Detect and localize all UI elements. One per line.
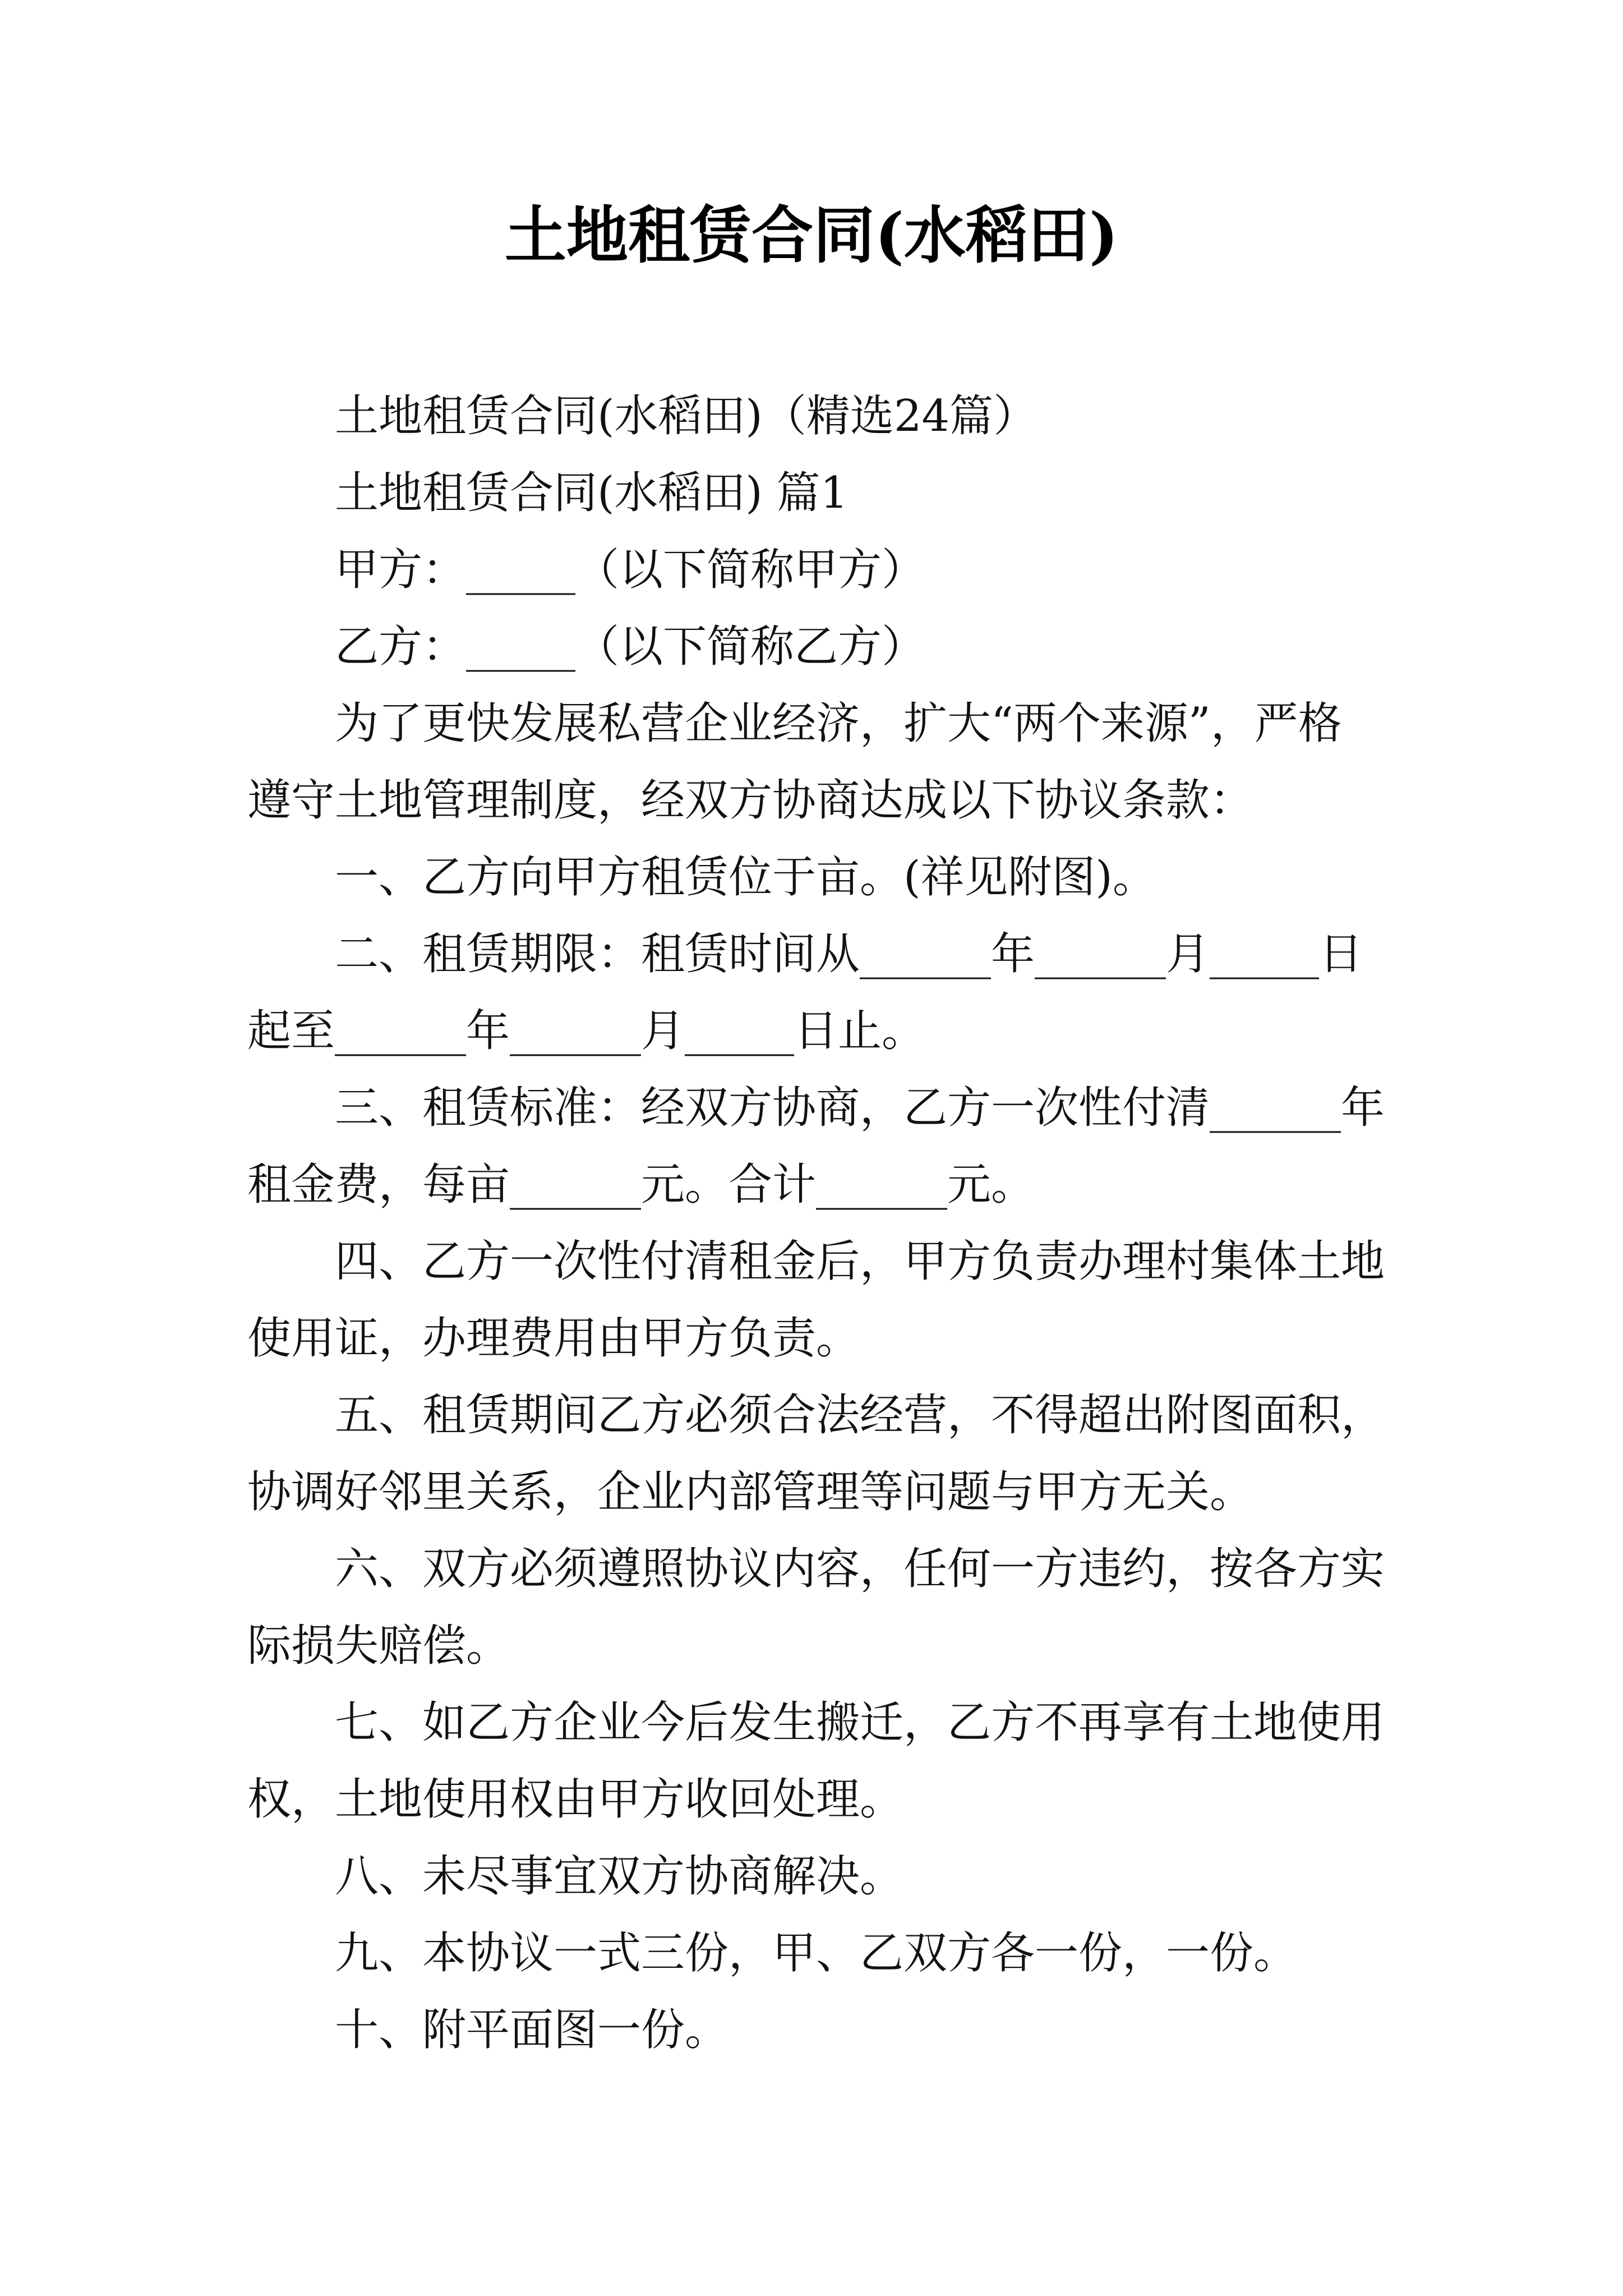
text-line: 为了更快发展私营企业经济，扩大“两个来源”，严格	[335, 698, 1342, 749]
text-line: 使用证，办理费用由甲方负责。	[247, 1313, 860, 1364]
text-line: 三、租赁标准：经双方协商，乙方一次性付清______年	[335, 1083, 1385, 1133]
text-line: 七、如乙方企业今后发生搬迁，乙方不再享有土地使用	[335, 1697, 1385, 1748]
clause-1	[247, 839, 1385, 916]
text-line: 遵守土地管理制度，经双方协商达成以下协议条款：	[247, 775, 1254, 826]
text-line: 土地租赁合同(水稻田) 篇1	[335, 468, 849, 518]
text-line: 二、租赁期限：租赁时间从______年______月_____日	[335, 929, 1363, 979]
party-b-line	[247, 609, 1385, 685]
text-line: 八、未尽事宜双方协商解决。	[335, 1851, 904, 1902]
collection-heading	[247, 378, 1385, 455]
text-line: 租金费，每亩______元。合计______元。	[247, 1159, 1035, 1210]
clause-8	[247, 1838, 1385, 1915]
clause-3	[247, 1070, 1385, 1223]
clause-2	[247, 916, 1385, 1070]
text-line: 起至______年______月_____日止。	[247, 1006, 926, 1056]
text-line: 协调好邻里关系，企业内部管理等问题与甲方无关。	[247, 1467, 1254, 1517]
text-line: 甲方：_____（以下简称甲方）	[335, 545, 926, 595]
party-a-line	[247, 532, 1385, 609]
preamble-paragraph	[247, 685, 1385, 839]
text-line: 际损失赔偿。	[247, 1621, 510, 1671]
text-line: 九、本协议一式三份，甲、乙双方各一份，一份。	[335, 1928, 1298, 1978]
clause-10	[247, 1992, 1385, 2069]
text-line: 一、乙方向甲方租赁位于亩。(祥见附图)。	[335, 852, 1156, 903]
text-line: 四、乙方一次性付清租金后，甲方负责办理村集体土地	[335, 1236, 1385, 1287]
text-line: 权，土地使用权由甲方收回处理。	[247, 1774, 904, 1825]
document-body	[247, 378, 1385, 2069]
text-line: 十、附平面图一份。	[335, 2005, 729, 2055]
clause-9	[247, 1915, 1385, 1992]
text-line: 六、双方必须遵照协议内容，任何一方违约，按各方实	[335, 1544, 1385, 1594]
text-line: 五、租赁期间乙方必须合法经营，不得超出附图面积，	[335, 1390, 1385, 1441]
section-heading	[247, 455, 1385, 532]
clause-7	[247, 1685, 1385, 1838]
clause-5	[247, 1377, 1385, 1531]
text-line: 土地租赁合同(水稻田)（精选24篇）	[335, 391, 1038, 441]
document-title: 土地租赁合同(水稻田)	[504, 199, 1119, 272]
text-line: 乙方：_____（以下简称乙方）	[335, 622, 926, 672]
clause-6	[247, 1531, 1385, 1685]
clause-4	[247, 1223, 1385, 1377]
